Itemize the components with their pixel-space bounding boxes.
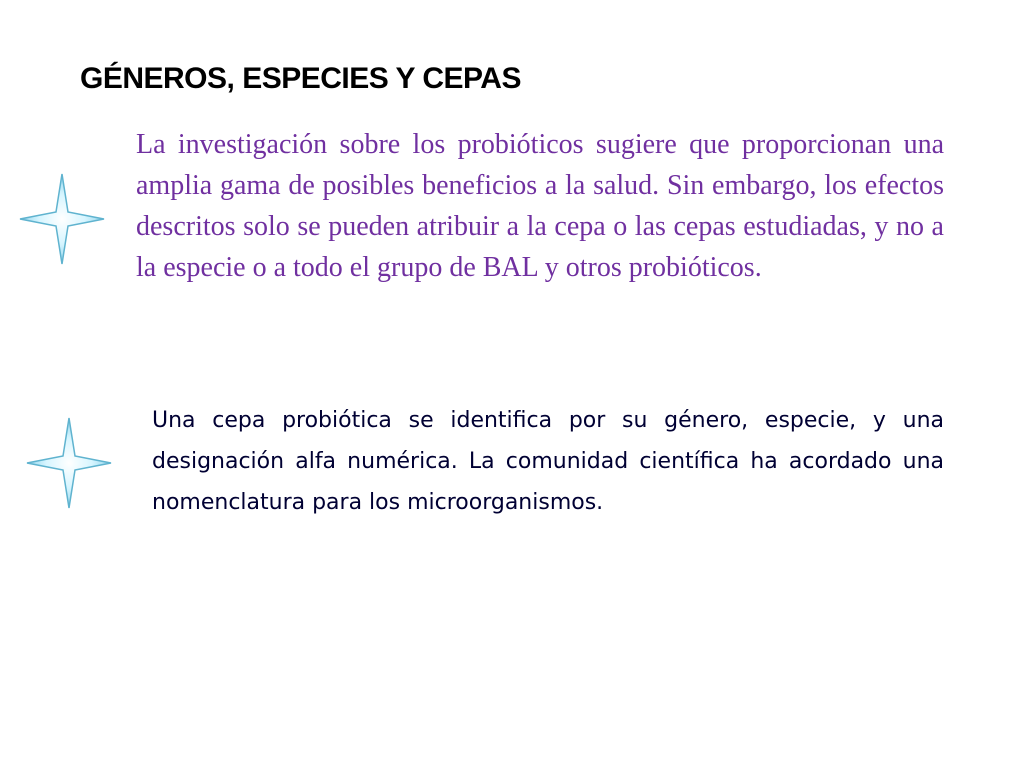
paragraph-research: La investigación sobre los probióticos sugiere que proporcionan una amplia gama de posibles beneficios a la salud. Sin embargo, los efectos descritos solo se pueden atribuir a la cepa o las cepas estudiadas, y no a la especie o a todo el grupo de BAL y otros probióticos.	[136, 129, 944, 283]
four-point-star-icon	[18, 172, 106, 266]
slide-title: GÉNEROS, ESPECIES Y CEPAS	[80, 62, 521, 95]
four-point-star-icon	[25, 416, 113, 510]
paragraph-strain-identification: Una cepa probiótica se identifica por su género, especie, y una designación alfa numérica. La comunidad científica ha acordado una nomenclatura para los microorganismos.	[152, 408, 944, 515]
